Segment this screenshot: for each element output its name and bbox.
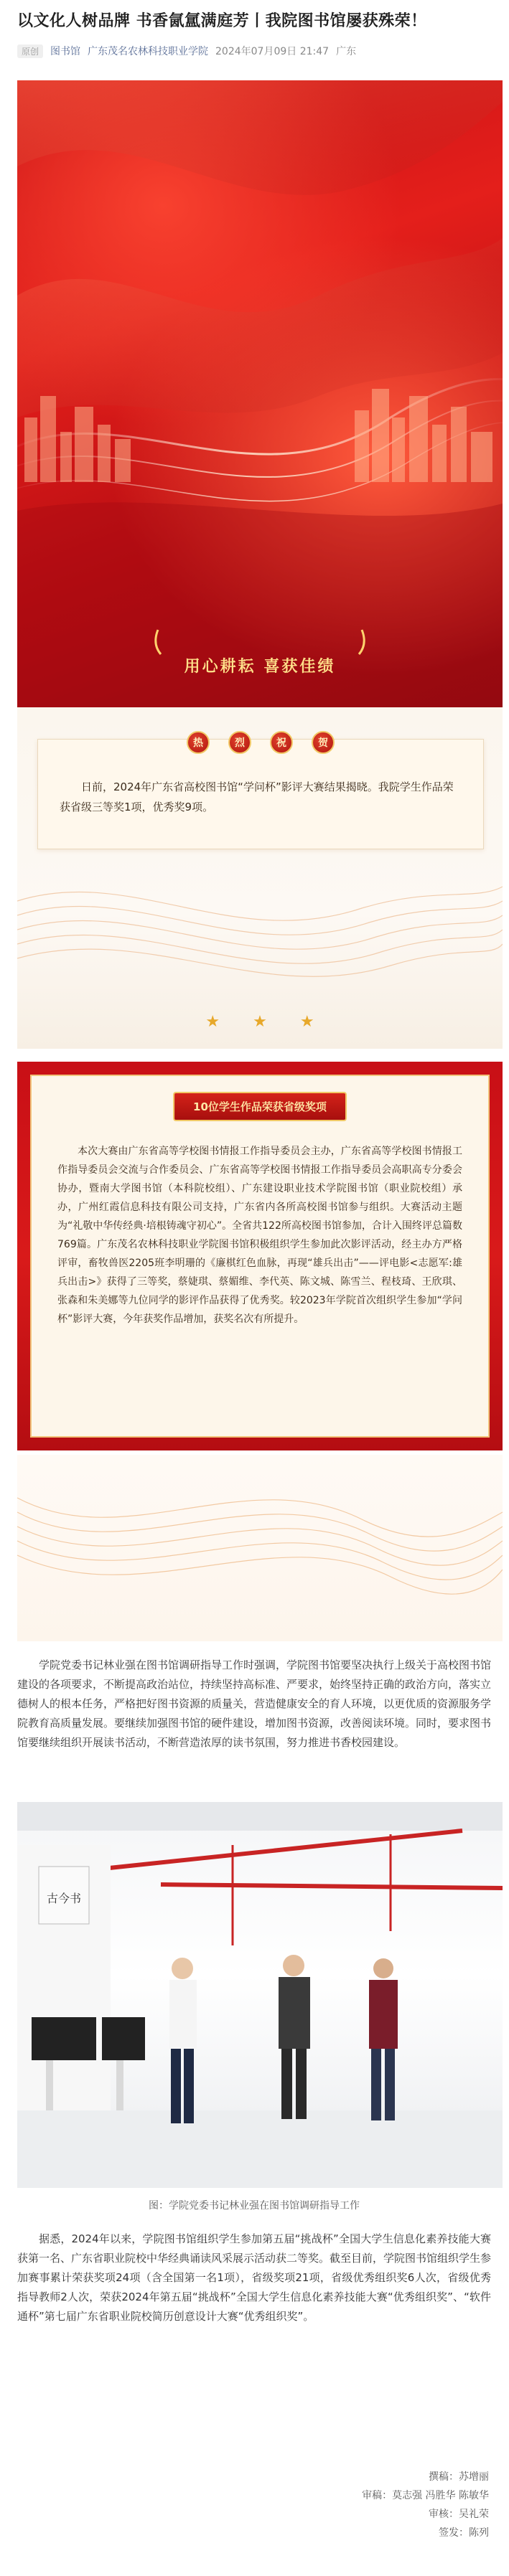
congrats-card xyxy=(37,739,484,849)
library-visit-photo xyxy=(17,1802,503,2188)
wall-calligraphy: 古今书 xyxy=(46,1892,82,1905)
chip-zhu: 祝 xyxy=(270,731,293,754)
hero-art xyxy=(17,80,503,707)
paragraph-2: 据悉，2024年以来，学院图书馆组织学生参加第五届“挑战杯”全国大学生信息化素养技能大赛获第一名、广东省职业院校中华经典诵读风采展示活动获二等奖。截至目前，学院图书馆组织学生参加赛事累计荣获奖项24项（含全国第一名1项），省级奖项21项，省级优秀组织奖6人次，省级优秀指导教师2人次，荣获2024年第五届“挑战杯”全国大学生信息化素养技能大赛“优秀组织奖”、“软件通杯”第七届广东省职业院校简历创意设计大赛“优秀组织奖”。 xyxy=(17,2232,492,2323)
hero-banner-image xyxy=(17,80,503,707)
article-meta xyxy=(17,43,356,59)
publish-location: 广东 xyxy=(336,46,357,57)
star-icon: ★ xyxy=(299,1013,314,1031)
decorative-waves xyxy=(17,858,503,1009)
hero-slogan: 用心耕耘 喜获佳绩 xyxy=(184,658,336,676)
congrats-image xyxy=(17,707,503,1049)
results-ribbon: 10位学生作品荣获省级奖项 xyxy=(173,1092,347,1121)
waves-art xyxy=(17,1455,503,1641)
chip-lie: 烈 xyxy=(228,731,251,754)
results-board-image xyxy=(17,1062,503,1450)
credit-reviewers: 审稿：莫志强 冯胜华 陈敏华 xyxy=(362,2490,489,2501)
credit-writer: 撰稿：苏增丽 xyxy=(429,2471,489,2483)
congrats-text: 日前，2024年广东省高校图书馆“学问杯”影评大赛结果揭晓。我院学生作品荣获省级三等奖1项，优秀奖9项。 xyxy=(60,780,454,813)
results-board-inner xyxy=(30,1075,490,1438)
publish-date: 2024年07月09日 21:47 xyxy=(215,46,330,57)
article-title: 以文化人树品牌 书香氤氲满庭芳丨我院图书馆屡获殊荣！ xyxy=(17,12,427,30)
chip-he: 贺 xyxy=(312,731,335,754)
credit-issuer: 签发：陈列 xyxy=(439,2527,489,2539)
photo-scene xyxy=(17,1802,503,2188)
congrats-chips xyxy=(38,731,483,754)
credits-block xyxy=(274,2468,489,2542)
star-icon: ★ xyxy=(205,1013,220,1031)
org-name-link[interactable]: 广东茂名农林科技职业学院 xyxy=(88,46,209,57)
decorative-waves-image xyxy=(17,1455,503,1641)
star-icon: ★ xyxy=(253,1013,267,1031)
account-name-link[interactable]: 图书馆 xyxy=(50,46,81,57)
photo-caption: 图：学院党委书记林业强在图书馆调研指导工作 xyxy=(149,2200,360,2212)
original-tag: 原创 xyxy=(17,44,43,58)
credit-auditor: 审核：吴礼荣 xyxy=(429,2509,489,2520)
results-text: 本次大赛由广东省高等学校图书情报工作指导委员会主办，广东省高等学校图书情报工作指导委员会交流与合作委员会、广东省高等学校图书情报工作指导委员会高职高专分委会协办，暨南大学图书馆（本科院校组）、广东建设职业技术学院图书馆（职业院校组）承办，广州红霞信息科技有限公司支持，广东省内各所高校图书馆参与组织。大赛活动主题为“礼敬中华传经典·培根铸魂守初心”。全省共122所高校图书馆参加，合计入围终评总篇数769篇。广东茂名农林科技职业学院图书馆积极组织学生参加此次影评活动，经主办方严格评审，畜牧兽医2205班李明珊的《廉棋红色血脉，再现“雄兵出击”——评电影<志愿军:雄兵出击>》获得了三等奖，蔡婕琪、蔡媚维、李代英、陈文城、陈雪兰、程枝琦、王欣琪、张森和朱美娜等九位同学的影评作品获得了优秀奖。较2023年学院首次组织学生参加“学问杯”影评大赛，今年获奖作品增加，获奖名次有所提升。 xyxy=(57,1146,462,1325)
paragraph-1: 学院党委书记林业强在图书馆调研指导工作时强调，学院图书馆要坚决执行上级关于高校图书馆建设的各项要求，不断提高政治站位，持续坚持高标准、严要求，始终坚持正确的政治方向，落实立德树人的根本任务，严格把好图书资源的质量关，营造健康安全的育人环境，以更优质的资源服务学院教育高质量发展。要继续加强图书馆的硬件建设，增加图书资源，改善阅读环境。同时，要求图书馆要继续组织开展读书活动，不断营造浓厚的读书氛围，努力推进书香校园建设。 xyxy=(17,1659,492,1749)
chip-re: 热 xyxy=(187,731,210,754)
decorative-stars xyxy=(17,1013,503,1031)
